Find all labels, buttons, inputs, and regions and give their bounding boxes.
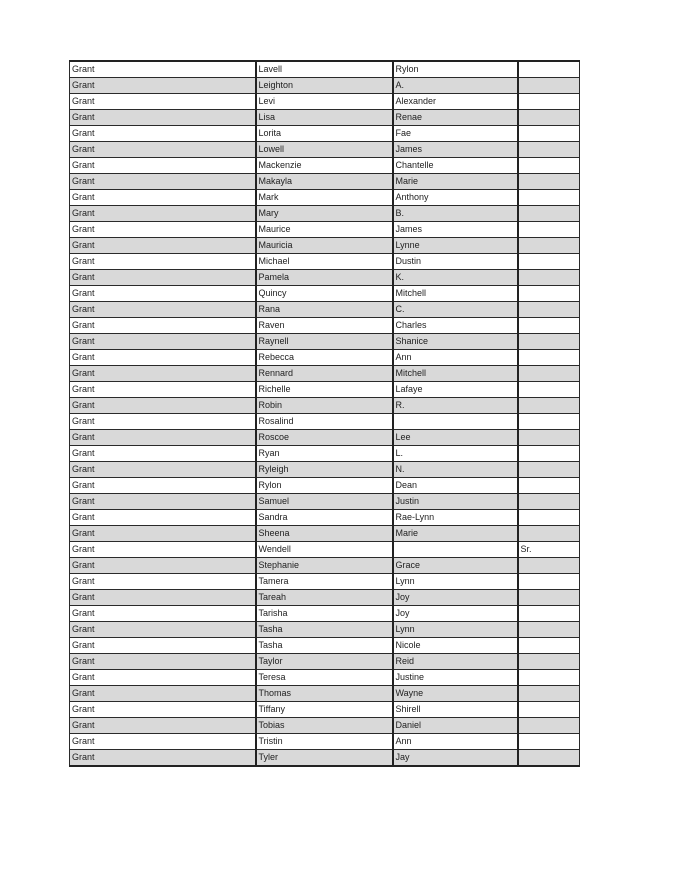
first-name-cell: Tamera <box>256 574 393 590</box>
first-name-cell: Tarisha <box>256 606 393 622</box>
last-name-cell: Grant <box>70 654 256 670</box>
table-row <box>70 542 580 558</box>
table-row <box>70 558 580 574</box>
first-name-cell: Mackenzie <box>256 158 393 174</box>
table-row <box>70 478 580 494</box>
middle-name-cell: Justin <box>393 494 518 510</box>
last-name-cell: Grant <box>70 606 256 622</box>
suffix-cell <box>518 190 580 206</box>
table-row <box>70 414 580 430</box>
suffix-cell <box>518 478 580 494</box>
table-row <box>70 94 580 110</box>
suffix-cell: Sr. <box>518 542 580 558</box>
table-row <box>70 142 580 158</box>
table-row <box>70 750 580 767</box>
first-name-cell: Raven <box>256 318 393 334</box>
suffix-cell <box>518 526 580 542</box>
last-name-cell: Grant <box>70 78 256 94</box>
first-name-cell: Wendell <box>256 542 393 558</box>
last-name-cell: Grant <box>70 590 256 606</box>
middle-name-cell: Mitchell <box>393 366 518 382</box>
last-name-cell: Grant <box>70 686 256 702</box>
suffix-cell <box>518 494 580 510</box>
table-row <box>70 318 580 334</box>
middle-name-cell: N. <box>393 462 518 478</box>
last-name-cell: Grant <box>70 718 256 734</box>
first-name-cell: Teresa <box>256 670 393 686</box>
suffix-cell <box>518 750 580 767</box>
table-row <box>70 686 580 702</box>
middle-name-cell: R. <box>393 398 518 414</box>
table-row <box>70 222 580 238</box>
last-name-cell: Grant <box>70 126 256 142</box>
last-name-cell: Grant <box>70 238 256 254</box>
middle-name-cell: Fae <box>393 126 518 142</box>
last-name-cell: Grant <box>70 366 256 382</box>
last-name-cell: Grant <box>70 61 256 78</box>
last-name-cell: Grant <box>70 206 256 222</box>
middle-name-cell: Dustin <box>393 254 518 270</box>
table-row <box>70 382 580 398</box>
suffix-cell <box>518 382 580 398</box>
suffix-cell <box>518 398 580 414</box>
table-row <box>70 430 580 446</box>
last-name-cell: Grant <box>70 526 256 542</box>
table-row <box>70 61 580 78</box>
name-table-body <box>70 61 580 766</box>
last-name-cell: Grant <box>70 270 256 286</box>
suffix-cell <box>518 462 580 478</box>
middle-name-cell: Dean <box>393 478 518 494</box>
middle-name-cell: Ann <box>393 350 518 366</box>
suffix-cell <box>518 206 580 222</box>
middle-name-cell: Joy <box>393 590 518 606</box>
first-name-cell: Mark <box>256 190 393 206</box>
table-row <box>70 462 580 478</box>
middle-name-cell: Shanice <box>393 334 518 350</box>
last-name-cell: Grant <box>70 382 256 398</box>
suffix-cell <box>518 78 580 94</box>
first-name-cell: Sandra <box>256 510 393 526</box>
table-row <box>70 702 580 718</box>
table-row <box>70 366 580 382</box>
suffix-cell <box>518 142 580 158</box>
first-name-cell: Leighton <box>256 78 393 94</box>
table-row <box>70 510 580 526</box>
last-name-cell: Grant <box>70 670 256 686</box>
middle-name-cell: Alexander <box>393 94 518 110</box>
middle-name-cell: A. <box>393 78 518 94</box>
last-name-cell: Grant <box>70 318 256 334</box>
first-name-cell: Tyler <box>256 750 393 767</box>
middle-name-cell: James <box>393 222 518 238</box>
table-row <box>70 254 580 270</box>
table-row <box>70 110 580 126</box>
table-row <box>70 398 580 414</box>
last-name-cell: Grant <box>70 750 256 767</box>
suffix-cell <box>518 654 580 670</box>
suffix-cell <box>518 686 580 702</box>
suffix-cell <box>518 94 580 110</box>
last-name-cell: Grant <box>70 190 256 206</box>
middle-name-cell: L. <box>393 446 518 462</box>
middle-name-cell: Marie <box>393 526 518 542</box>
first-name-cell: Pamela <box>256 270 393 286</box>
suffix-cell <box>518 366 580 382</box>
middle-name-cell: Justine <box>393 670 518 686</box>
suffix-cell <box>518 670 580 686</box>
suffix-cell <box>518 574 580 590</box>
suffix-cell <box>518 702 580 718</box>
suffix-cell <box>518 286 580 302</box>
middle-name-cell: Wayne <box>393 686 518 702</box>
suffix-cell <box>518 126 580 142</box>
table-row <box>70 606 580 622</box>
last-name-cell: Grant <box>70 702 256 718</box>
suffix-cell <box>518 606 580 622</box>
last-name-cell: Grant <box>70 414 256 430</box>
middle-name-cell: Rae-Lynn <box>393 510 518 526</box>
suffix-cell <box>518 558 580 574</box>
middle-name-cell: Lynn <box>393 622 518 638</box>
first-name-cell: Tareah <box>256 590 393 606</box>
suffix-cell <box>518 158 580 174</box>
suffix-cell <box>518 110 580 126</box>
middle-name-cell: Rylon <box>393 61 518 78</box>
table-row <box>70 334 580 350</box>
table-row <box>70 206 580 222</box>
middle-name-cell: Lynne <box>393 238 518 254</box>
middle-name-cell: Lee <box>393 430 518 446</box>
last-name-cell: Grant <box>70 734 256 750</box>
last-name-cell: Grant <box>70 94 256 110</box>
last-name-cell: Grant <box>70 446 256 462</box>
middle-name-cell: Charles <box>393 318 518 334</box>
last-name-cell: Grant <box>70 478 256 494</box>
suffix-cell <box>518 622 580 638</box>
middle-name-cell: Grace <box>393 558 518 574</box>
first-name-cell: Lowell <box>256 142 393 158</box>
suffix-cell <box>518 510 580 526</box>
suffix-cell <box>518 174 580 190</box>
first-name-cell: Ryan <box>256 446 393 462</box>
suffix-cell <box>518 334 580 350</box>
first-name-cell: Sheena <box>256 526 393 542</box>
last-name-cell: Grant <box>70 510 256 526</box>
first-name-cell: Roscoe <box>256 430 393 446</box>
suffix-cell <box>518 430 580 446</box>
last-name-cell: Grant <box>70 622 256 638</box>
first-name-cell: Rebecca <box>256 350 393 366</box>
table-row <box>70 270 580 286</box>
first-name-cell: Ryleigh <box>256 462 393 478</box>
middle-name-cell: Lynn <box>393 574 518 590</box>
middle-name-cell: Mitchell <box>393 286 518 302</box>
middle-name-cell: Shirell <box>393 702 518 718</box>
middle-name-cell: Marie <box>393 174 518 190</box>
first-name-cell: Tasha <box>256 638 393 654</box>
suffix-cell <box>518 302 580 318</box>
middle-name-cell: Ann <box>393 734 518 750</box>
middle-name-cell: C. <box>393 302 518 318</box>
table-row <box>70 238 580 254</box>
middle-name-cell: Anthony <box>393 190 518 206</box>
first-name-cell: Tiffany <box>256 702 393 718</box>
last-name-cell: Grant <box>70 158 256 174</box>
middle-name-cell: James <box>393 142 518 158</box>
table-row <box>70 718 580 734</box>
first-name-cell: Maurice <box>256 222 393 238</box>
first-name-cell: Quincy <box>256 286 393 302</box>
suffix-cell <box>518 222 580 238</box>
last-name-cell: Grant <box>70 174 256 190</box>
name-table <box>69 60 580 767</box>
first-name-cell: Thomas <box>256 686 393 702</box>
table-row <box>70 190 580 206</box>
suffix-cell <box>518 270 580 286</box>
first-name-cell: Raynell <box>256 334 393 350</box>
table-row <box>70 734 580 750</box>
first-name-cell: Lorita <box>256 126 393 142</box>
first-name-cell: Rosalind <box>256 414 393 430</box>
suffix-cell <box>518 238 580 254</box>
first-name-cell: Tristin <box>256 734 393 750</box>
first-name-cell: Rana <box>256 302 393 318</box>
first-name-cell: Mauricia <box>256 238 393 254</box>
last-name-cell: Grant <box>70 222 256 238</box>
table-row <box>70 622 580 638</box>
suffix-cell <box>518 734 580 750</box>
first-name-cell: Lavell <box>256 61 393 78</box>
last-name-cell: Grant <box>70 286 256 302</box>
last-name-cell: Grant <box>70 254 256 270</box>
last-name-cell: Grant <box>70 494 256 510</box>
suffix-cell <box>518 590 580 606</box>
first-name-cell: Taylor <box>256 654 393 670</box>
middle-name-cell <box>393 414 518 430</box>
middle-name-cell: B. <box>393 206 518 222</box>
last-name-cell: Grant <box>70 398 256 414</box>
suffix-cell <box>518 254 580 270</box>
middle-name-cell: Jay <box>393 750 518 767</box>
table-row <box>70 574 580 590</box>
middle-name-cell: Chantelle <box>393 158 518 174</box>
suffix-cell <box>518 638 580 654</box>
last-name-cell: Grant <box>70 574 256 590</box>
table-row <box>70 286 580 302</box>
last-name-cell: Grant <box>70 334 256 350</box>
table-row <box>70 350 580 366</box>
table-row <box>70 126 580 142</box>
table-row <box>70 446 580 462</box>
middle-name-cell: Lafaye <box>393 382 518 398</box>
last-name-cell: Grant <box>70 350 256 366</box>
last-name-cell: Grant <box>70 302 256 318</box>
first-name-cell: Robin <box>256 398 393 414</box>
table-row <box>70 670 580 686</box>
last-name-cell: Grant <box>70 462 256 478</box>
middle-name-cell: Nicole <box>393 638 518 654</box>
table-row <box>70 526 580 542</box>
first-name-cell: Samuel <box>256 494 393 510</box>
first-name-cell: Rennard <box>256 366 393 382</box>
first-name-cell: Stephanie <box>256 558 393 574</box>
last-name-cell: Grant <box>70 110 256 126</box>
table-row <box>70 158 580 174</box>
first-name-cell: Lisa <box>256 110 393 126</box>
first-name-cell: Levi <box>256 94 393 110</box>
table-row <box>70 654 580 670</box>
table-row <box>70 78 580 94</box>
table-row <box>70 302 580 318</box>
table-row <box>70 638 580 654</box>
table-row <box>70 590 580 606</box>
suffix-cell <box>518 718 580 734</box>
first-name-cell: Makayla <box>256 174 393 190</box>
first-name-cell: Rylon <box>256 478 393 494</box>
middle-name-cell <box>393 542 518 558</box>
suffix-cell <box>518 414 580 430</box>
last-name-cell: Grant <box>70 542 256 558</box>
suffix-cell <box>518 61 580 78</box>
last-name-cell: Grant <box>70 638 256 654</box>
last-name-cell: Grant <box>70 142 256 158</box>
suffix-cell <box>518 318 580 334</box>
middle-name-cell: Reid <box>393 654 518 670</box>
suffix-cell <box>518 446 580 462</box>
middle-name-cell: K. <box>393 270 518 286</box>
first-name-cell: Michael <box>256 254 393 270</box>
last-name-cell: Grant <box>70 558 256 574</box>
first-name-cell: Mary <box>256 206 393 222</box>
first-name-cell: Richelle <box>256 382 393 398</box>
first-name-cell: Tobias <box>256 718 393 734</box>
suffix-cell <box>518 350 580 366</box>
last-name-cell: Grant <box>70 430 256 446</box>
table-row <box>70 174 580 190</box>
middle-name-cell: Daniel <box>393 718 518 734</box>
middle-name-cell: Joy <box>393 606 518 622</box>
table-row <box>70 494 580 510</box>
first-name-cell: Tasha <box>256 622 393 638</box>
middle-name-cell: Renae <box>393 110 518 126</box>
